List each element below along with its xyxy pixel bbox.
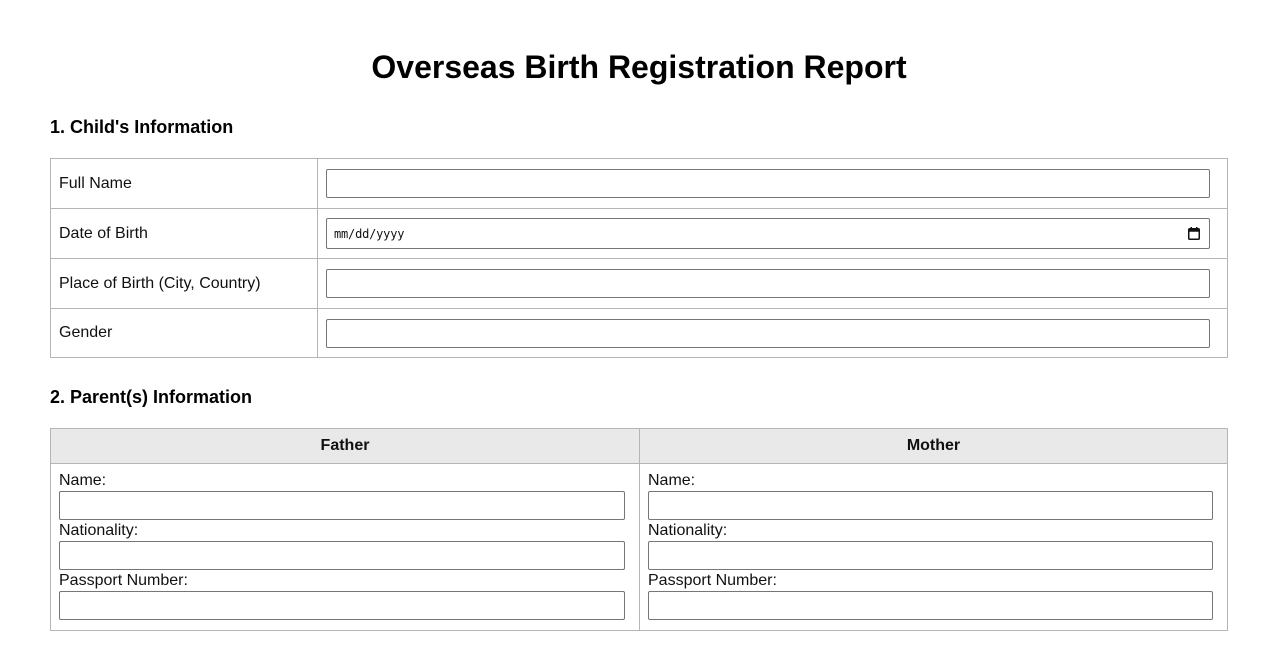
parents-info-table: [50, 428, 1228, 631]
table-row: [51, 464, 1228, 631]
child-info-table: [50, 158, 1228, 358]
gender-input[interactable]: [326, 319, 1210, 348]
table-row: [51, 259, 1228, 309]
table-row: [51, 309, 1228, 358]
page-title: Overseas Birth Registration Report: [371, 49, 907, 85]
place-of-birth-label: Place of Birth (City, Country): [51, 259, 318, 309]
father-nationality-label: Nationality:: [59, 522, 139, 539]
date-of-birth-input[interactable]: [326, 218, 1210, 249]
table-header-row: [51, 429, 1228, 464]
father-name-label: Name:: [59, 472, 107, 489]
table-row: [51, 209, 1228, 259]
table-row: [51, 159, 1228, 209]
father-passport-label: Passport Number:: [59, 572, 188, 589]
father-nationality-input[interactable]: [59, 541, 625, 570]
full-name-label: Full Name: [51, 159, 318, 209]
mother-column-header: Mother: [640, 429, 1228, 464]
mother-name-label: Name:: [648, 472, 696, 489]
calendar-icon[interactable]: [1188, 227, 1200, 240]
mother-fields: [640, 464, 1228, 631]
mother-name-input[interactable]: [648, 491, 1213, 520]
date-placeholder: mm/dd/yyyy: [334, 227, 405, 241]
mother-passport-label: Passport Number:: [648, 572, 777, 589]
child-info-heading: 1. Child's Information: [50, 117, 234, 137]
parents-info-heading: 2. Parent(s) Information: [50, 387, 253, 407]
gender-label: Gender: [51, 309, 318, 358]
place-of-birth-input[interactable]: [326, 269, 1210, 298]
father-passport-input[interactable]: [59, 591, 625, 620]
mother-passport-input[interactable]: [648, 591, 1213, 620]
full-name-input[interactable]: [326, 169, 1210, 198]
mother-nationality-input[interactable]: [648, 541, 1213, 570]
date-of-birth-label: Date of Birth: [51, 209, 318, 259]
father-column-header: Father: [51, 429, 640, 464]
mother-nationality-label: Nationality:: [648, 522, 728, 539]
father-fields: [51, 464, 640, 631]
father-name-input[interactable]: [59, 491, 625, 520]
